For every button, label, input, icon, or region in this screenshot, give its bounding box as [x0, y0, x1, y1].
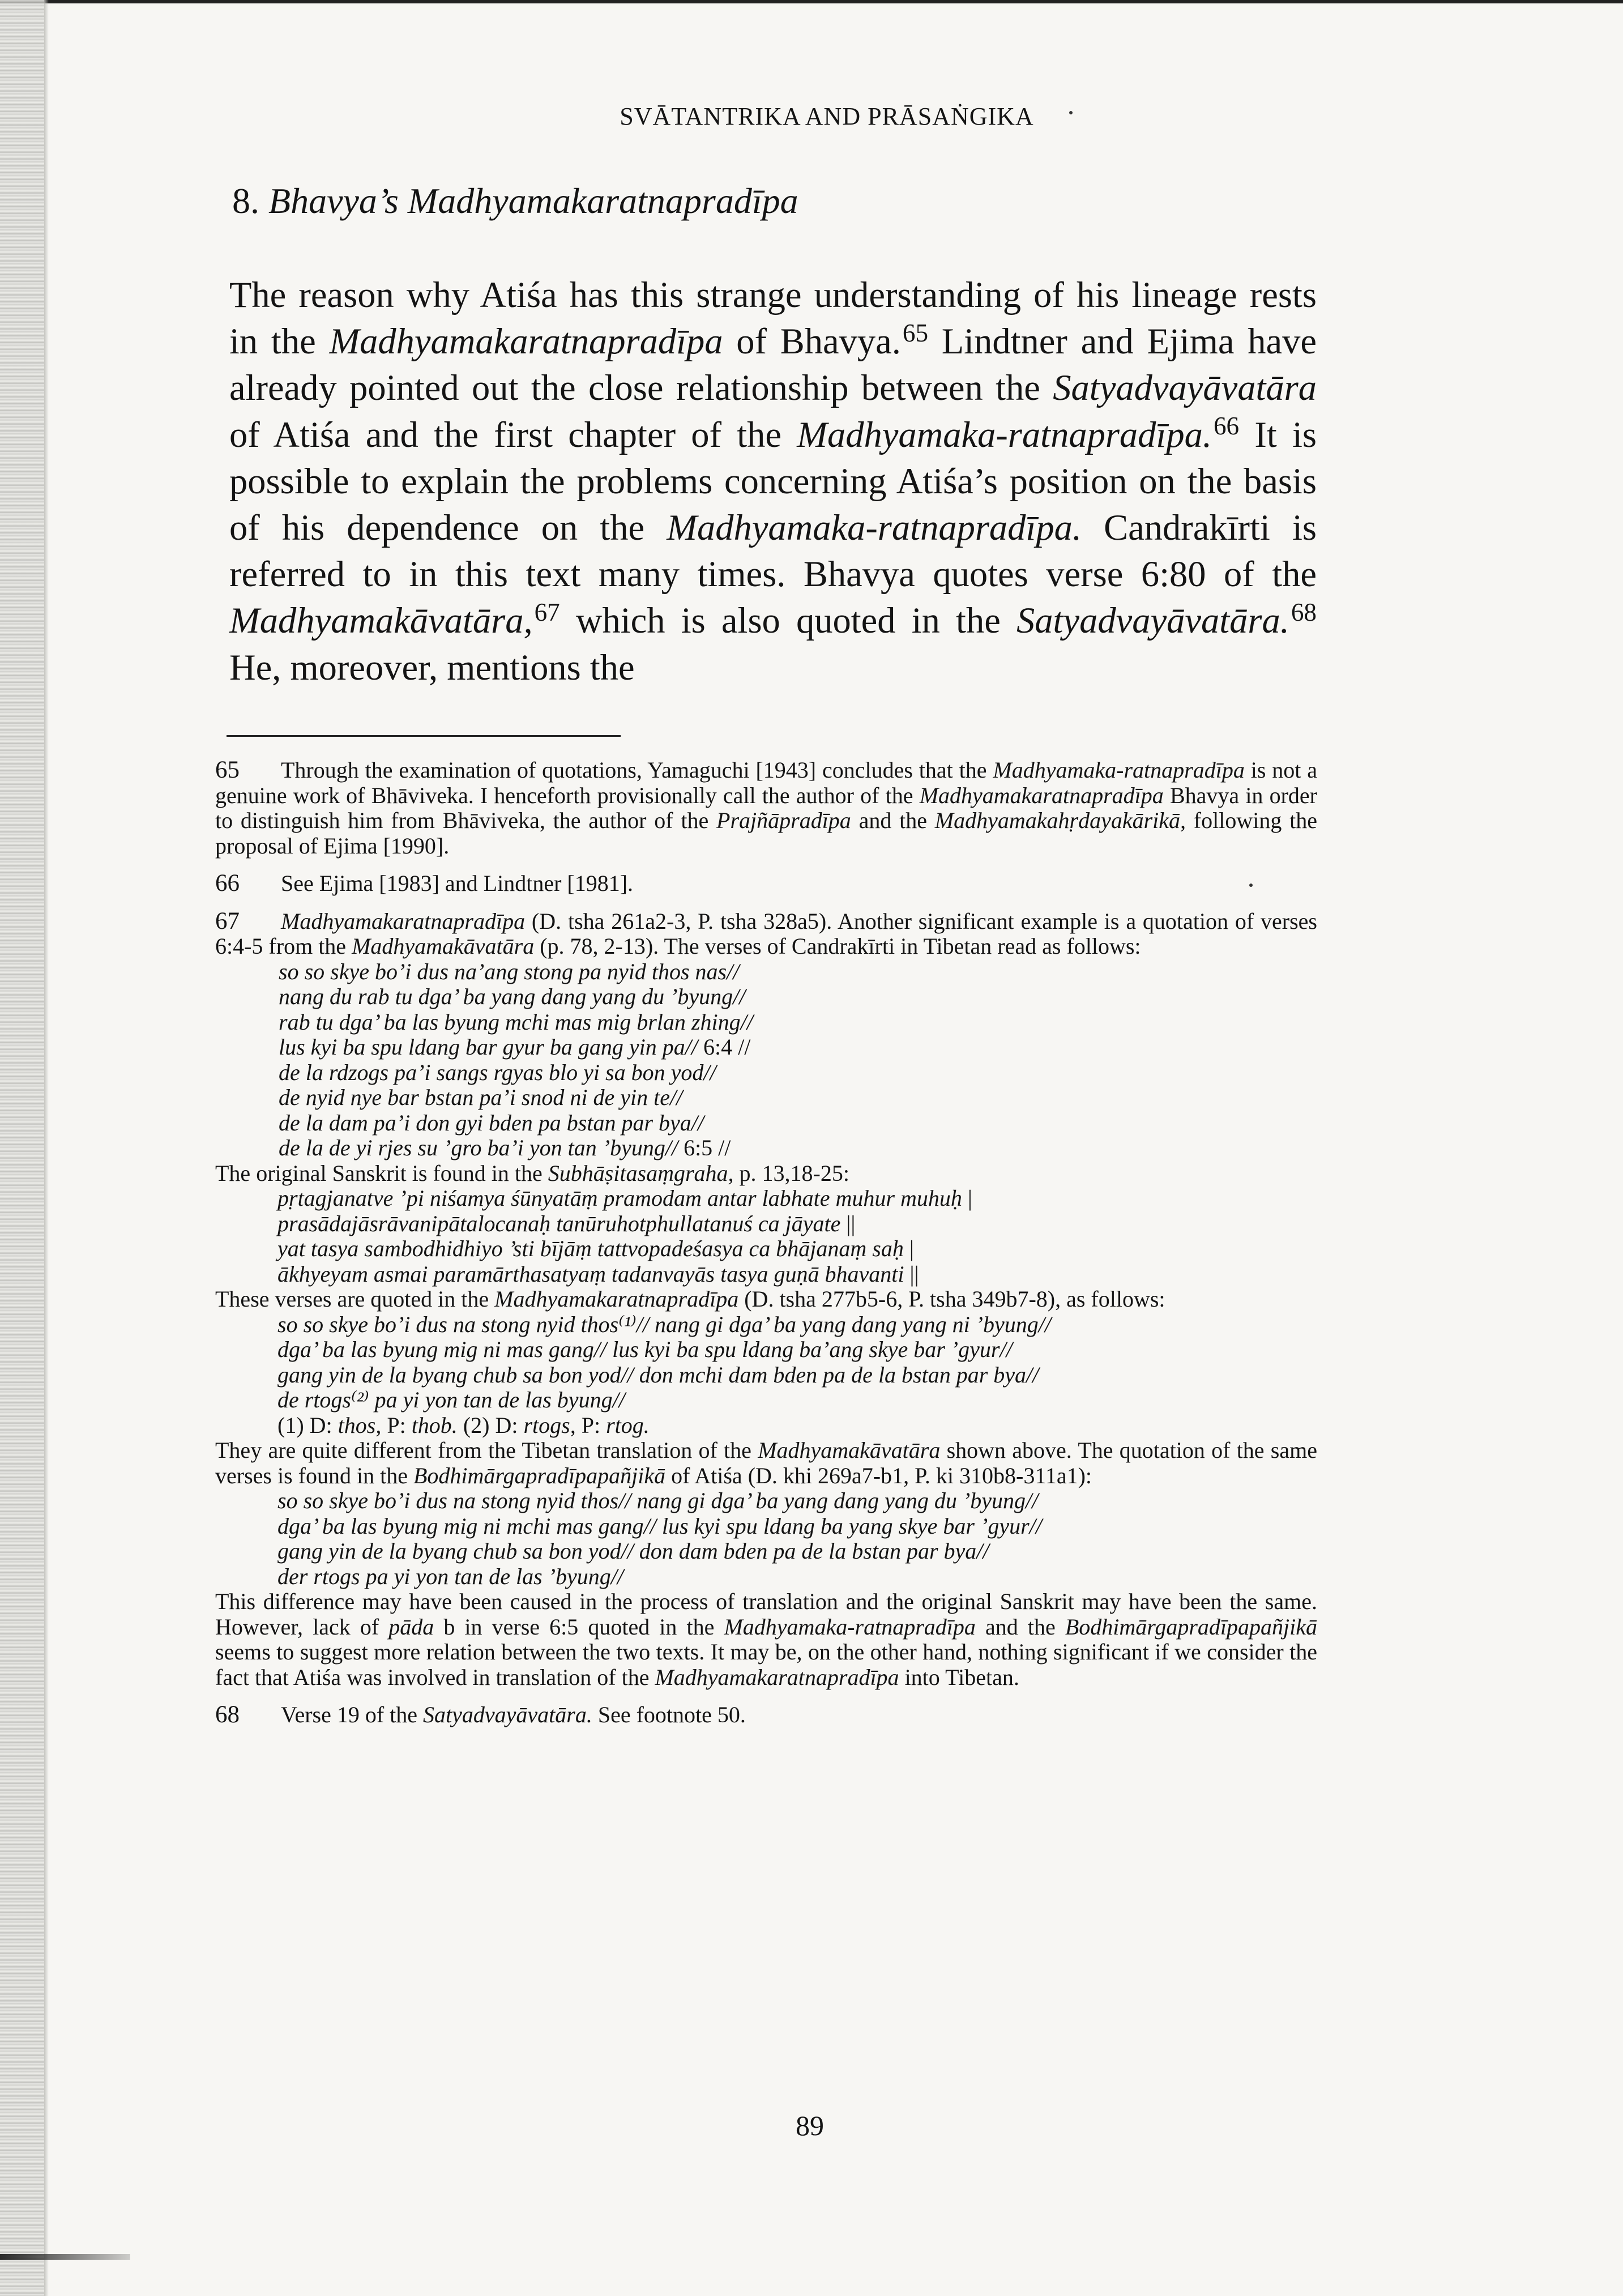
section-title: Bhavya’s Madhyamakaratnapradīpa: [268, 181, 798, 221]
tibetan-verses-madhyamakavatara: [279, 959, 1317, 1161]
verse-line: de rtogs⁽²⁾ pa yi yon tan de las byung//: [277, 1387, 625, 1412]
variant-text: P:: [381, 1412, 412, 1438]
footnote-67-sanskrit-intro: [215, 1161, 1317, 1187]
verse-line: [277, 1262, 1317, 1287]
section-number: 8.: [232, 181, 259, 221]
body-text-run: Lindtner and Ejima have already pointed out the close relationship between the: [229, 321, 1317, 408]
work-title: Satyadvayāvatāra: [1053, 368, 1317, 408]
work-title: Madhyamaka-ratnapradīpa.: [797, 414, 1212, 455]
footnote-text: (D. tsha 277b5-6, P. tsha 349b7-8), as follows:: [738, 1286, 1165, 1312]
variant-text: P:: [575, 1412, 607, 1438]
work-title: Madhyamakāvatāra: [758, 1437, 941, 1463]
footnote-text: and the: [975, 1614, 1065, 1640]
footnote-text: shown above. The quotation of the same verses is found in the: [215, 1437, 1317, 1488]
verse-text: de la de yi rjes su ’gro ba’i yon tan ’byung//: [279, 1135, 678, 1160]
danda-mark: ||: [909, 1261, 919, 1287]
variant-reading: rtog.: [606, 1412, 650, 1438]
page-number: 89: [796, 2110, 824, 2141]
footnote-separator: [227, 735, 621, 737]
textual-variants: [277, 1413, 1317, 1439]
tibetan-verses-madhyamakaratnapradipa: [277, 1312, 1317, 1439]
footnote-number: 68: [215, 1701, 240, 1728]
verse-line: [277, 1236, 1317, 1262]
running-head: SVĀTANTRIKA AND PRĀSAṄGIKA: [620, 103, 1034, 130]
scan-speck: [1249, 884, 1253, 887]
footnote-text: Verse 19 of the: [281, 1702, 424, 1727]
work-title: Madhyamakaratnapradīpa: [281, 908, 526, 934]
technical-term: pāda: [388, 1614, 434, 1640]
verse-line: gang yin de la byang chub sa bon yod// don mchi dam bden pa de la bstan par bya//: [277, 1362, 1039, 1388]
work-title: Prajñāpradīpa: [716, 808, 851, 833]
footnote-text: (D. tsha 261a2-3, P. tsha 328a5). Another significant example is a quotation of verses 6:4-5 from the: [215, 908, 1317, 959]
footnote-number: 65: [215, 757, 240, 783]
work-title: Madhyamakāvatāra,: [229, 600, 533, 641]
verse-line: nang du rab tu dga’ ba yang dang yang du ’byung//: [279, 984, 746, 1009]
body-text-run: which is also quoted in the: [559, 600, 1017, 641]
footnote-ref-65[interactable]: 65: [902, 318, 929, 347]
verse-reference: 6:4 //: [703, 1034, 751, 1060]
footnote-67-mrp-intro: [215, 1287, 1317, 1312]
work-title: Madhyamaka-ratnapradīpa: [993, 757, 1245, 783]
verse-line: de la rdzogs pa’i sangs rgyas blo yi sa bon yod//: [279, 1059, 716, 1085]
footnote-ref-68[interactable]: 68: [1291, 598, 1317, 626]
footnote-text: of Atiśa (D. khi 269a7-b1, P. ki 310b8-311a1):: [665, 1462, 1092, 1488]
footnote-67-bmp-intro: [215, 1438, 1317, 1488]
footnote-text: These verses are quoted in the: [215, 1286, 495, 1312]
footnote-67: [215, 909, 1317, 959]
variant-text: (2) D:: [457, 1412, 524, 1438]
verse-line: rab tu dga’ ba las byung mchi mas mig brlan zhing//: [279, 1009, 753, 1035]
footnote-68: [215, 1702, 1317, 1728]
verse-line: de la dam pa’i don gyi bden pa bstan par bya//: [279, 1109, 704, 1136]
page-top-border: [0, 0, 1623, 3]
footnote-67-conclusion: [215, 1589, 1317, 1690]
variant-reading: thob.: [411, 1412, 458, 1438]
footnote-text: b in verse 6:5 quoted in the: [434, 1614, 724, 1640]
verse-line: [279, 1136, 1317, 1161]
work-title: Madhyamakaratnapradīpa: [655, 1664, 899, 1690]
work-title: Bodhimārgapradīpapañjikā: [413, 1462, 666, 1488]
work-title: Subhāṣitasaṃgraha,: [548, 1160, 734, 1186]
footnote-text: into Tibetan.: [899, 1664, 1019, 1690]
sanskrit-verses: [277, 1186, 1317, 1287]
footnote-text: They are quite different from the Tibetan translation of the: [215, 1437, 758, 1463]
work-title: Satyadvayāvatāra.: [1016, 600, 1289, 641]
footnote-ref-66[interactable]: 66: [1213, 411, 1240, 440]
danda-mark: ||: [846, 1210, 856, 1236]
section-heading: [232, 180, 798, 222]
body-paragraph: [229, 272, 1317, 691]
work-title: Madhyamakaratnapradīpa: [329, 321, 723, 362]
footnote-text: p. 13,18-25:: [733, 1160, 849, 1186]
footnote-number: 66: [215, 870, 240, 897]
footnote-text: See Ejima [1983] and Lindtner [1981].: [281, 870, 634, 896]
verse-line: so so skye bo’i dus na stong nyid thos// nang gi dga’ ba yang dang yang du ’byung//: [277, 1488, 1039, 1513]
body-text-run: of Bhavya.: [723, 321, 901, 362]
verse-text: lus kyi ba spu ldang bar gyur ba gang yin pa//: [279, 1034, 698, 1060]
verse-text: prasādajāsrāvanipātalocanaḥ tanūruhotphullatanuś ca jāyate: [277, 1210, 841, 1236]
body-text-run: of Atiśa and the first chapter of the: [229, 414, 797, 455]
body-text-run: It is possible to explain the problems concerning Atiśa’s position on the basis of his dependence on the: [229, 414, 1317, 548]
footnote-text: Through the examination of quotations, Yamaguchi [1943] concludes that the: [281, 757, 993, 783]
work-title: Satyadvayāvatāra.: [423, 1702, 592, 1727]
footnote-text: (p. 78, 2-13). The verses of Candrakīrti in Tibetan read as follows:: [534, 933, 1141, 959]
footnotes: [215, 758, 1317, 1728]
footnote-text: is not a genuine work of Bhāviveka. I henceforth provisionally call the author of the: [215, 757, 1318, 808]
scan-binding-shadow: [0, 2254, 130, 2260]
verse-line: [279, 1035, 1317, 1060]
scan-binding-edge: [0, 0, 44, 2296]
verse-line: der rtogs pa yi yon tan de las ’byung//: [277, 1563, 624, 1589]
work-title: Madhyamaka-ratnapradīpa: [724, 1614, 976, 1640]
footnote-ref-67[interactable]: 67: [534, 598, 560, 626]
work-title: Madhyamakahṛdayakārikā,: [934, 808, 1186, 833]
tibetan-verses-bodhimargapradipapanjika: [277, 1488, 1317, 1589]
verse-text: ākhyeyam asmai paramārthasatyaṃ tadanvayās tasya guṇā bhavanti: [277, 1261, 904, 1287]
variant-text: (1) D:: [277, 1412, 338, 1438]
footnote-text: The original Sanskrit is found in the: [215, 1160, 548, 1186]
verse-line: so so skye bo’i dus na stong nyid thos⁽¹⁾// nang gi dga’ ba yang dang yang ni ’byung//: [277, 1311, 1051, 1337]
footnote-text: This difference may have been caused in the process of translation and the original Sanskrit may have been the same. However, lack of: [215, 1589, 1317, 1640]
danda-mark: |: [909, 1236, 914, 1261]
work-title: Madhyamakaratnapradīpa: [494, 1286, 739, 1312]
verse-line: dga’ ba las byung mig ni mchi mas gang// lus kyi spu ldang ba yang skye bar ’gyur//: [277, 1513, 1042, 1539]
verse-text: pṛtagjanatve ’pi niśamya śūnyatāṃ pramodam antar labhate muhur muhuḥ: [277, 1185, 962, 1211]
scan-speck: [1069, 111, 1073, 114]
verse-reference: 6:5 //: [684, 1135, 731, 1160]
work-title: Madhyamakāvatāra: [352, 933, 535, 959]
footnote-text: See footnote 50.: [592, 1702, 746, 1727]
verse-line: [277, 1186, 1317, 1211]
verse-line: gang yin de la byang chub sa bon yod// don dam bden pa de la bstan par bya//: [277, 1538, 989, 1564]
footnote-number: 67: [215, 907, 240, 934]
verse-line: [277, 1211, 1317, 1237]
work-title: Madhyamaka-ratnapradīpa.: [667, 507, 1082, 548]
danda-mark: |: [967, 1185, 972, 1211]
verse-text: yat tasya sambodhidhiyo ’sti bījāṃ tattvopadeśasya ca bhājanaṃ saḥ: [277, 1236, 904, 1261]
verse-line: so so skye bo’i dus na’ang stong pa nyid thos nas//: [279, 958, 740, 984]
footnote-text: Bhavya in order to distinguish him from Bhāviveka, the author of the: [215, 782, 1317, 833]
footnote-66: [215, 871, 1317, 897]
body-text-run: Candrakīrti is referred to in this text many times. Bhavya quotes verse 6:80 of the: [229, 507, 1317, 595]
body-text-run: The reason why Atiśa has this strange understanding of his lineage rests in the: [229, 275, 1317, 362]
footnote-text: seems to suggest more relation between the two texts. It may be, on the other hand, nothing significant if we consider the fact that Atiśa was involved in translation of the: [215, 1639, 1317, 1690]
work-title: Madhyamakaratnapradīpa: [919, 782, 1164, 808]
body-text-run: He, moreover, mentions the: [229, 647, 635, 688]
verse-line: dga’ ba las byung mig ni mas gang// lus kyi ba spu ldang ba’ang skye bar ’gyur//: [277, 1337, 1013, 1362]
footnote-65: [215, 758, 1317, 859]
footnote-text: and the: [851, 808, 935, 833]
work-title: Bodhimārgapradīpapañjikā: [1065, 1614, 1317, 1640]
variant-reading: thos,: [338, 1412, 382, 1438]
footnote-text: following the proposal of Ejima [1990].: [215, 808, 1317, 859]
verse-line: de nyid nye bar bstan pa’i snod ni de yin te//: [279, 1085, 683, 1110]
variant-reading: rtogs,: [523, 1412, 576, 1438]
